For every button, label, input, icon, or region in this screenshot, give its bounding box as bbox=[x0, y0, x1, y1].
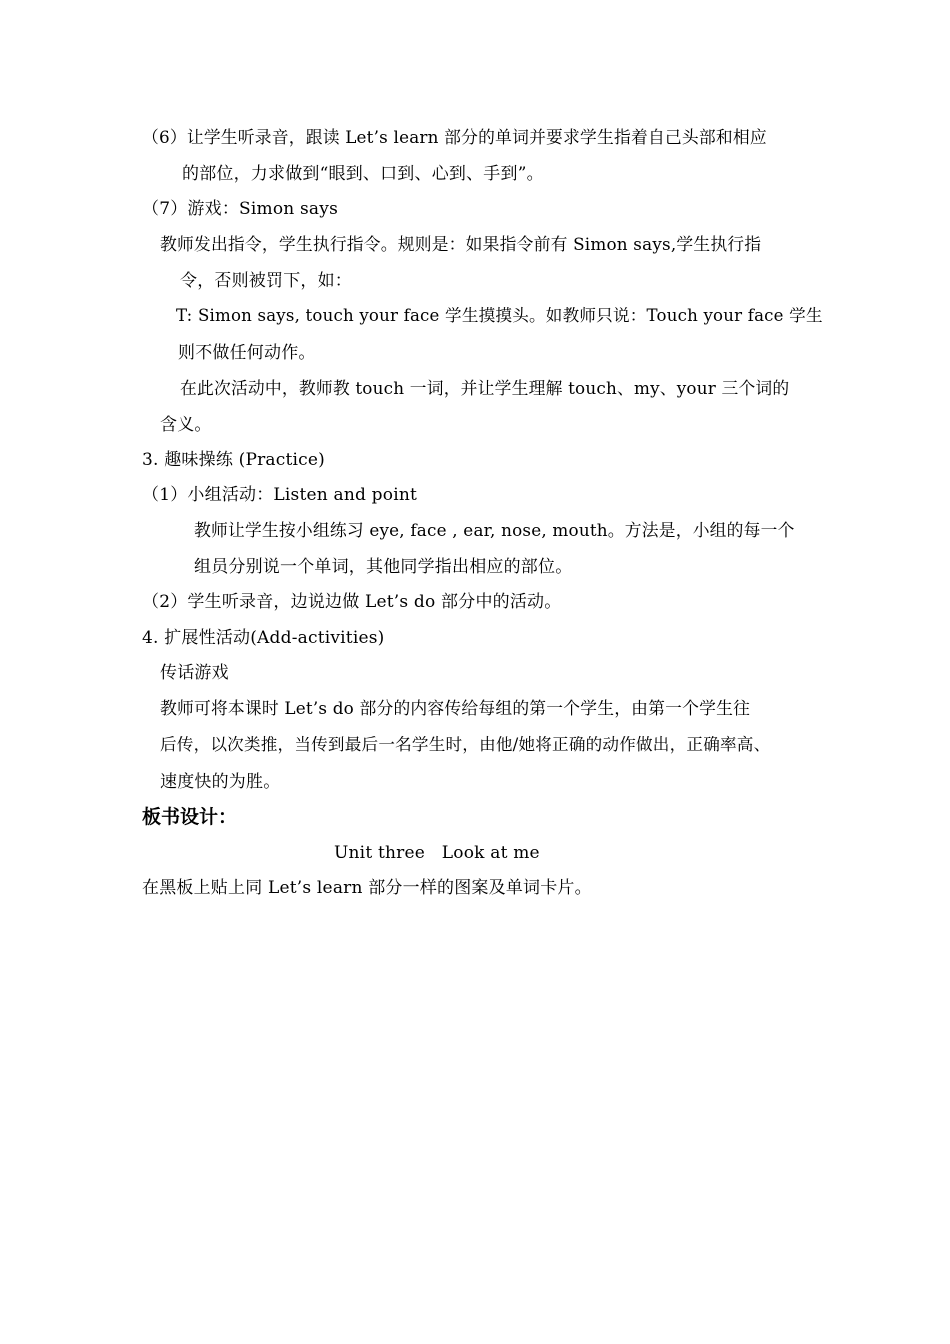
board-design-heading: 板书设计： bbox=[142, 806, 238, 828]
text-line: 速度快的为胜。 bbox=[160, 772, 281, 792]
board-note: 在黑板上贴上同 Let’s learn 部分一样的图案及单词卡片。 bbox=[142, 878, 592, 898]
section-heading: 3. 趣味操练 (Practice) bbox=[142, 450, 325, 470]
text-line: （7）游戏：Simon says bbox=[142, 199, 338, 219]
text-line: 在此次活动中，教师教 touch 一词，并让学生理解 touch、my、your 三个词的 bbox=[180, 378, 790, 398]
text-line: （6）让学生听录音，跟读 Let’s learn 部分的单词并要求学生指着自己头部和相应 bbox=[142, 127, 767, 147]
text-line: （2）学生听录音，边说边做 Let’s do 部分中的活动。 bbox=[142, 592, 562, 612]
text-line: 令，否则被罚下，如： bbox=[180, 271, 352, 291]
text-line: 的部位，力求做到“眼到、口到、心到、手到”。 bbox=[182, 164, 544, 184]
board-title: Unit three Look at me bbox=[334, 843, 540, 863]
text-line: 传话游戏 bbox=[160, 663, 229, 683]
text-line: T: Simon says, touch your face 学生摸摸头。如教师只说：Touch your face 学生 bbox=[176, 306, 823, 325]
text-line: 后传，以次类推，当传到最后一名学生时，由他/她将正确的动作做出，正确率高、 bbox=[160, 735, 771, 754]
text-line: 教师让学生按小组练习 eye, face , ear, nose, mouth。方法是，小组的每一个 bbox=[194, 520, 795, 540]
text-line: 则不做任何动作。 bbox=[178, 343, 316, 363]
text-line: 组员分别说一个单词，其他同学指出相应的部位。 bbox=[194, 557, 573, 577]
section-heading: 4. 扩展性活动(Add-activities) bbox=[142, 628, 385, 648]
text-line: （1）小组活动：Listen and point bbox=[142, 485, 418, 505]
text-line: 教师可将本课时 Let’s do 部分的内容传给每组的第一个学生，由第一个学生往 bbox=[160, 698, 751, 718]
text-line: 含义。 bbox=[160, 415, 212, 435]
text-line: 教师发出指令，学生执行指令。规则是：如果指令前有 Simon says,学生执行指 bbox=[160, 234, 762, 254]
